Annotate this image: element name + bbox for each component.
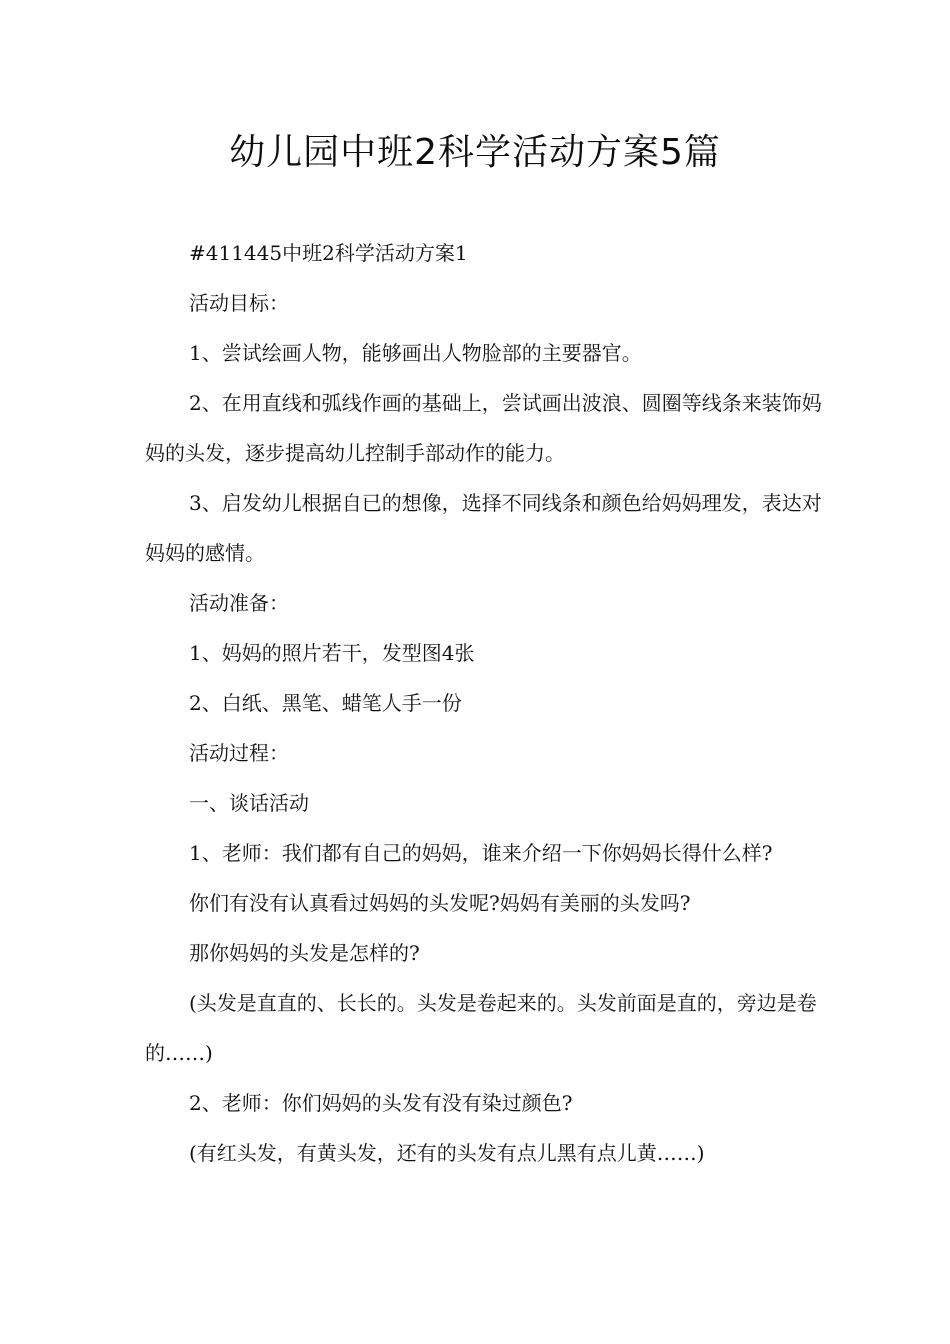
document-body — [145, 228, 825, 1178]
paragraph: 1、老师：我们都有自己的妈妈，谁来介绍一下你妈妈长得什么样? — [189, 841, 773, 865]
paragraph: (有红头发，有黄头发，还有的头发有点儿黑有点儿黄……) — [189, 1141, 705, 1165]
paragraph: 那你妈妈的头发是怎样的? — [189, 941, 420, 965]
paragraph: 1、妈妈的照片若干，发型图4张 — [189, 641, 475, 665]
paragraph: (头发是直直的、长长的。头发是卷起来的。头发前面是直的，旁边是卷的……) — [145, 991, 817, 1065]
paragraph: 3、启发幼儿根据自已的想像，选择不同线条和颜色给妈妈理发，表达对妈妈的感情。 — [145, 491, 822, 565]
paragraph: 2、老师：你们妈妈的头发有没有染过颜色? — [189, 1091, 573, 1115]
paragraph: 活动过程： — [189, 741, 289, 765]
paragraph: 活动准备： — [189, 591, 289, 615]
paragraph: 2、白纸、黑笔、蜡笔人手一份 — [189, 691, 462, 715]
document-title: 幼儿园中班2科学活动方案5篇 — [229, 132, 721, 173]
paragraph: 2、在用直线和弧线作画的基础上，尝试画出波浪、圆圈等线条来装饰妈妈的头发，逐步提高幼儿控制手部动作的能力。 — [145, 391, 822, 465]
paragraph: 你们有没有认真看过妈妈的头发呢?妈妈有美丽的头发吗? — [189, 891, 691, 915]
paragraph: 一、谈话活动 — [189, 791, 309, 815]
paragraph: 1、尝试绘画人物，能够画出人物脸部的主要器官。 — [189, 341, 642, 365]
section-heading: #411445中班2科学活动方案1 — [189, 241, 468, 265]
paragraph: 活动目标： — [189, 291, 289, 315]
